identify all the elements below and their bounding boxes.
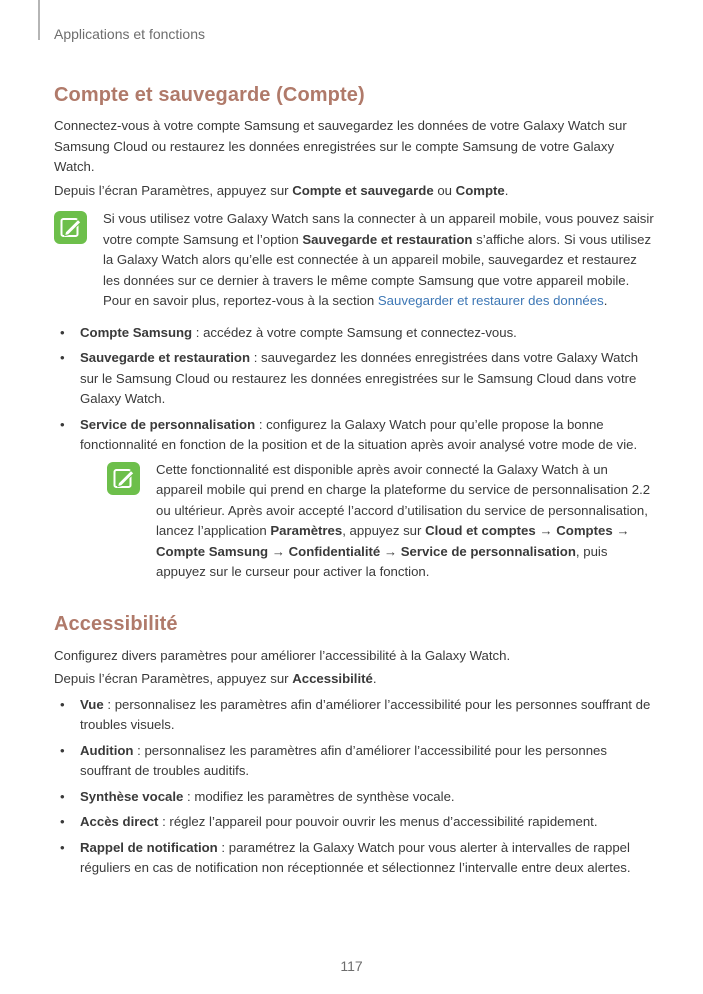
list-item-term: Vue	[80, 696, 104, 712]
list-item-desc: : paramétrez la Galaxy Watch pour vous alerter à intervalles de rappel réguliers en cas de notification non réceptionnée et sélectionnez l’intervalle entre deux alertes.	[80, 839, 631, 875]
list-item	[54, 323, 654, 344]
account-options-list	[54, 323, 654, 583]
path-text: Depuis l’écran Paramètres, appuyez sur	[54, 182, 293, 198]
note-text	[103, 209, 654, 312]
note-block	[54, 209, 654, 312]
list-item-desc: : sauvegardez les données enregistrées dans votre Galaxy Watch sur le Samsung Cloud ou restaurez les données enregistrées sur le Samsung Cloud dans votre Galaxy Watch.	[80, 350, 639, 406]
list-item-desc: : modifiez les paramètres de synthèse vocale.	[183, 788, 455, 804]
bullet: •	[60, 416, 65, 432]
path-text: ou	[433, 182, 456, 198]
list-item	[54, 415, 654, 583]
note-pencil-icon	[54, 211, 87, 244]
link-backup-restore-data[interactable]: Sauvegarder et restaurer des données	[377, 293, 604, 308]
note-option-accounts: Comptes	[556, 523, 613, 538]
list-item	[54, 787, 654, 808]
bullet: •	[60, 742, 65, 758]
note-option-customization-service: Service de personnalisation	[400, 543, 576, 559]
note-text-part: s’affiche alors. Si vous utilisez la Galaxy Watch alors qu’elle est connectée à un appareil mobile, sauvegardez et restaurez les données sur ce dernier à travers le même compte Samsung que votre appareil mobile. Pour en savoir plus, reportez-vous à la section	[103, 231, 652, 308]
note-option-settings: Paramètres	[270, 523, 343, 538]
bullet: •	[60, 839, 65, 855]
section2-intro: Configurez divers paramètres pour améliorer l’accessibilité à la Galaxy Watch.	[54, 647, 511, 663]
list-item-term: Accès direct	[80, 814, 159, 829]
note-option-samsung-account: Compte Samsung	[156, 543, 269, 559]
note-text	[156, 460, 654, 583]
bullet: •	[60, 350, 65, 365]
path-text: .	[372, 671, 377, 686]
arrow: →	[612, 523, 630, 538]
section-title-account-backup: Compte et sauvegarde (Compte)	[54, 84, 365, 106]
list-item-desc: : réglez l’appareil pour pouvoir ouvrir les menus d’accessibilité rapidement.	[158, 814, 598, 829]
bullet: •	[60, 814, 65, 829]
path-option-account: Compte	[455, 182, 505, 198]
note-text-part: , puis appuyez sur le curseur pour activer la fonction.	[156, 543, 608, 579]
note-text-part: Cette fonctionnalité est disponible après avoir connecté la Galaxy Watch à un appareil mobile qui prend en charge la plateforme du service de personnalisation 2.2 ou ultérieur. Après avoir accepté l’accord d’utilisation du service de personnalisation, lancez l’application	[156, 461, 651, 538]
arrow: →	[268, 543, 289, 559]
note-text-part: Si vous utilisez votre Galaxy Watch sans la connecter à un appareil mobile, vous pouvez saisir votre compte Samsung et l’option	[103, 211, 654, 247]
list-item	[54, 812, 654, 833]
path-text: Depuis l’écran Paramètres, appuyez sur	[54, 671, 293, 686]
list-item-term: Synthèse vocale	[80, 788, 184, 804]
list-item-term: Rappel de notification	[80, 839, 218, 855]
note-text-part: , appuyez sur	[342, 523, 426, 538]
path-option-account-backup: Compte et sauvegarde	[292, 182, 434, 198]
arrow: →	[535, 523, 557, 538]
path-text: .	[504, 182, 509, 198]
section-title-accessibility: Accessibilité	[54, 612, 178, 635]
section1-settings-path	[54, 181, 654, 202]
list-item-term: Compte Samsung	[80, 324, 193, 340]
bullet: •	[60, 788, 65, 804]
page-content	[54, 84, 654, 879]
bullet: •	[60, 324, 65, 340]
corner-marker-line	[38, 0, 40, 40]
section2-settings-path	[54, 669, 654, 690]
note-option-backup-restore: Sauvegarde et restauration	[302, 231, 473, 247]
bullet: •	[60, 696, 65, 712]
arrow: →	[380, 543, 401, 559]
list-item	[54, 741, 654, 782]
list-item	[54, 838, 654, 879]
section1-intro: Connectez-vous à votre compte Samsung et sauvegardez les données de votre Galaxy Watch sur Samsung Cloud ou restaurez les données enregistrées sur le compte Samsung de votre Galaxy Watch.	[54, 118, 627, 174]
list-item-term: Service de personnalisation	[80, 416, 256, 432]
list-item-desc: : accédez à votre compte Samsung et connectez-vous.	[192, 324, 517, 340]
list-item-term: Audition	[80, 742, 134, 758]
page-number: 117	[340, 958, 363, 974]
list-item-term: Sauvegarde et restauration	[80, 350, 251, 365]
note-option-cloud-accounts: Cloud et comptes	[425, 523, 536, 538]
accessibility-options-list	[54, 695, 654, 879]
note-pencil-icon	[107, 462, 140, 495]
running-header: Applications et fonctions	[54, 26, 205, 42]
note-block	[107, 460, 654, 583]
list-item	[54, 695, 654, 736]
list-item	[54, 348, 654, 410]
list-item-desc: : personnalisez les paramètres afin d’améliorer l’accessibilité pour les personnes souffrant de troubles auditifs.	[80, 742, 607, 778]
note-text-part: .	[603, 293, 608, 308]
list-item-desc: : personnalisez les paramètres afin d’améliorer l’accessibilité pour les personnes souffrant de troubles visuels.	[80, 696, 651, 732]
path-option-accessibility: Accessibilité	[292, 671, 373, 686]
list-item-desc: : configurez la Galaxy Watch pour qu’elle propose la bonne fonctionnalité en fonction de la position et de la situation après avoir analysé votre mode de vie.	[80, 416, 638, 452]
note-option-privacy: Confidentialité	[288, 543, 381, 559]
